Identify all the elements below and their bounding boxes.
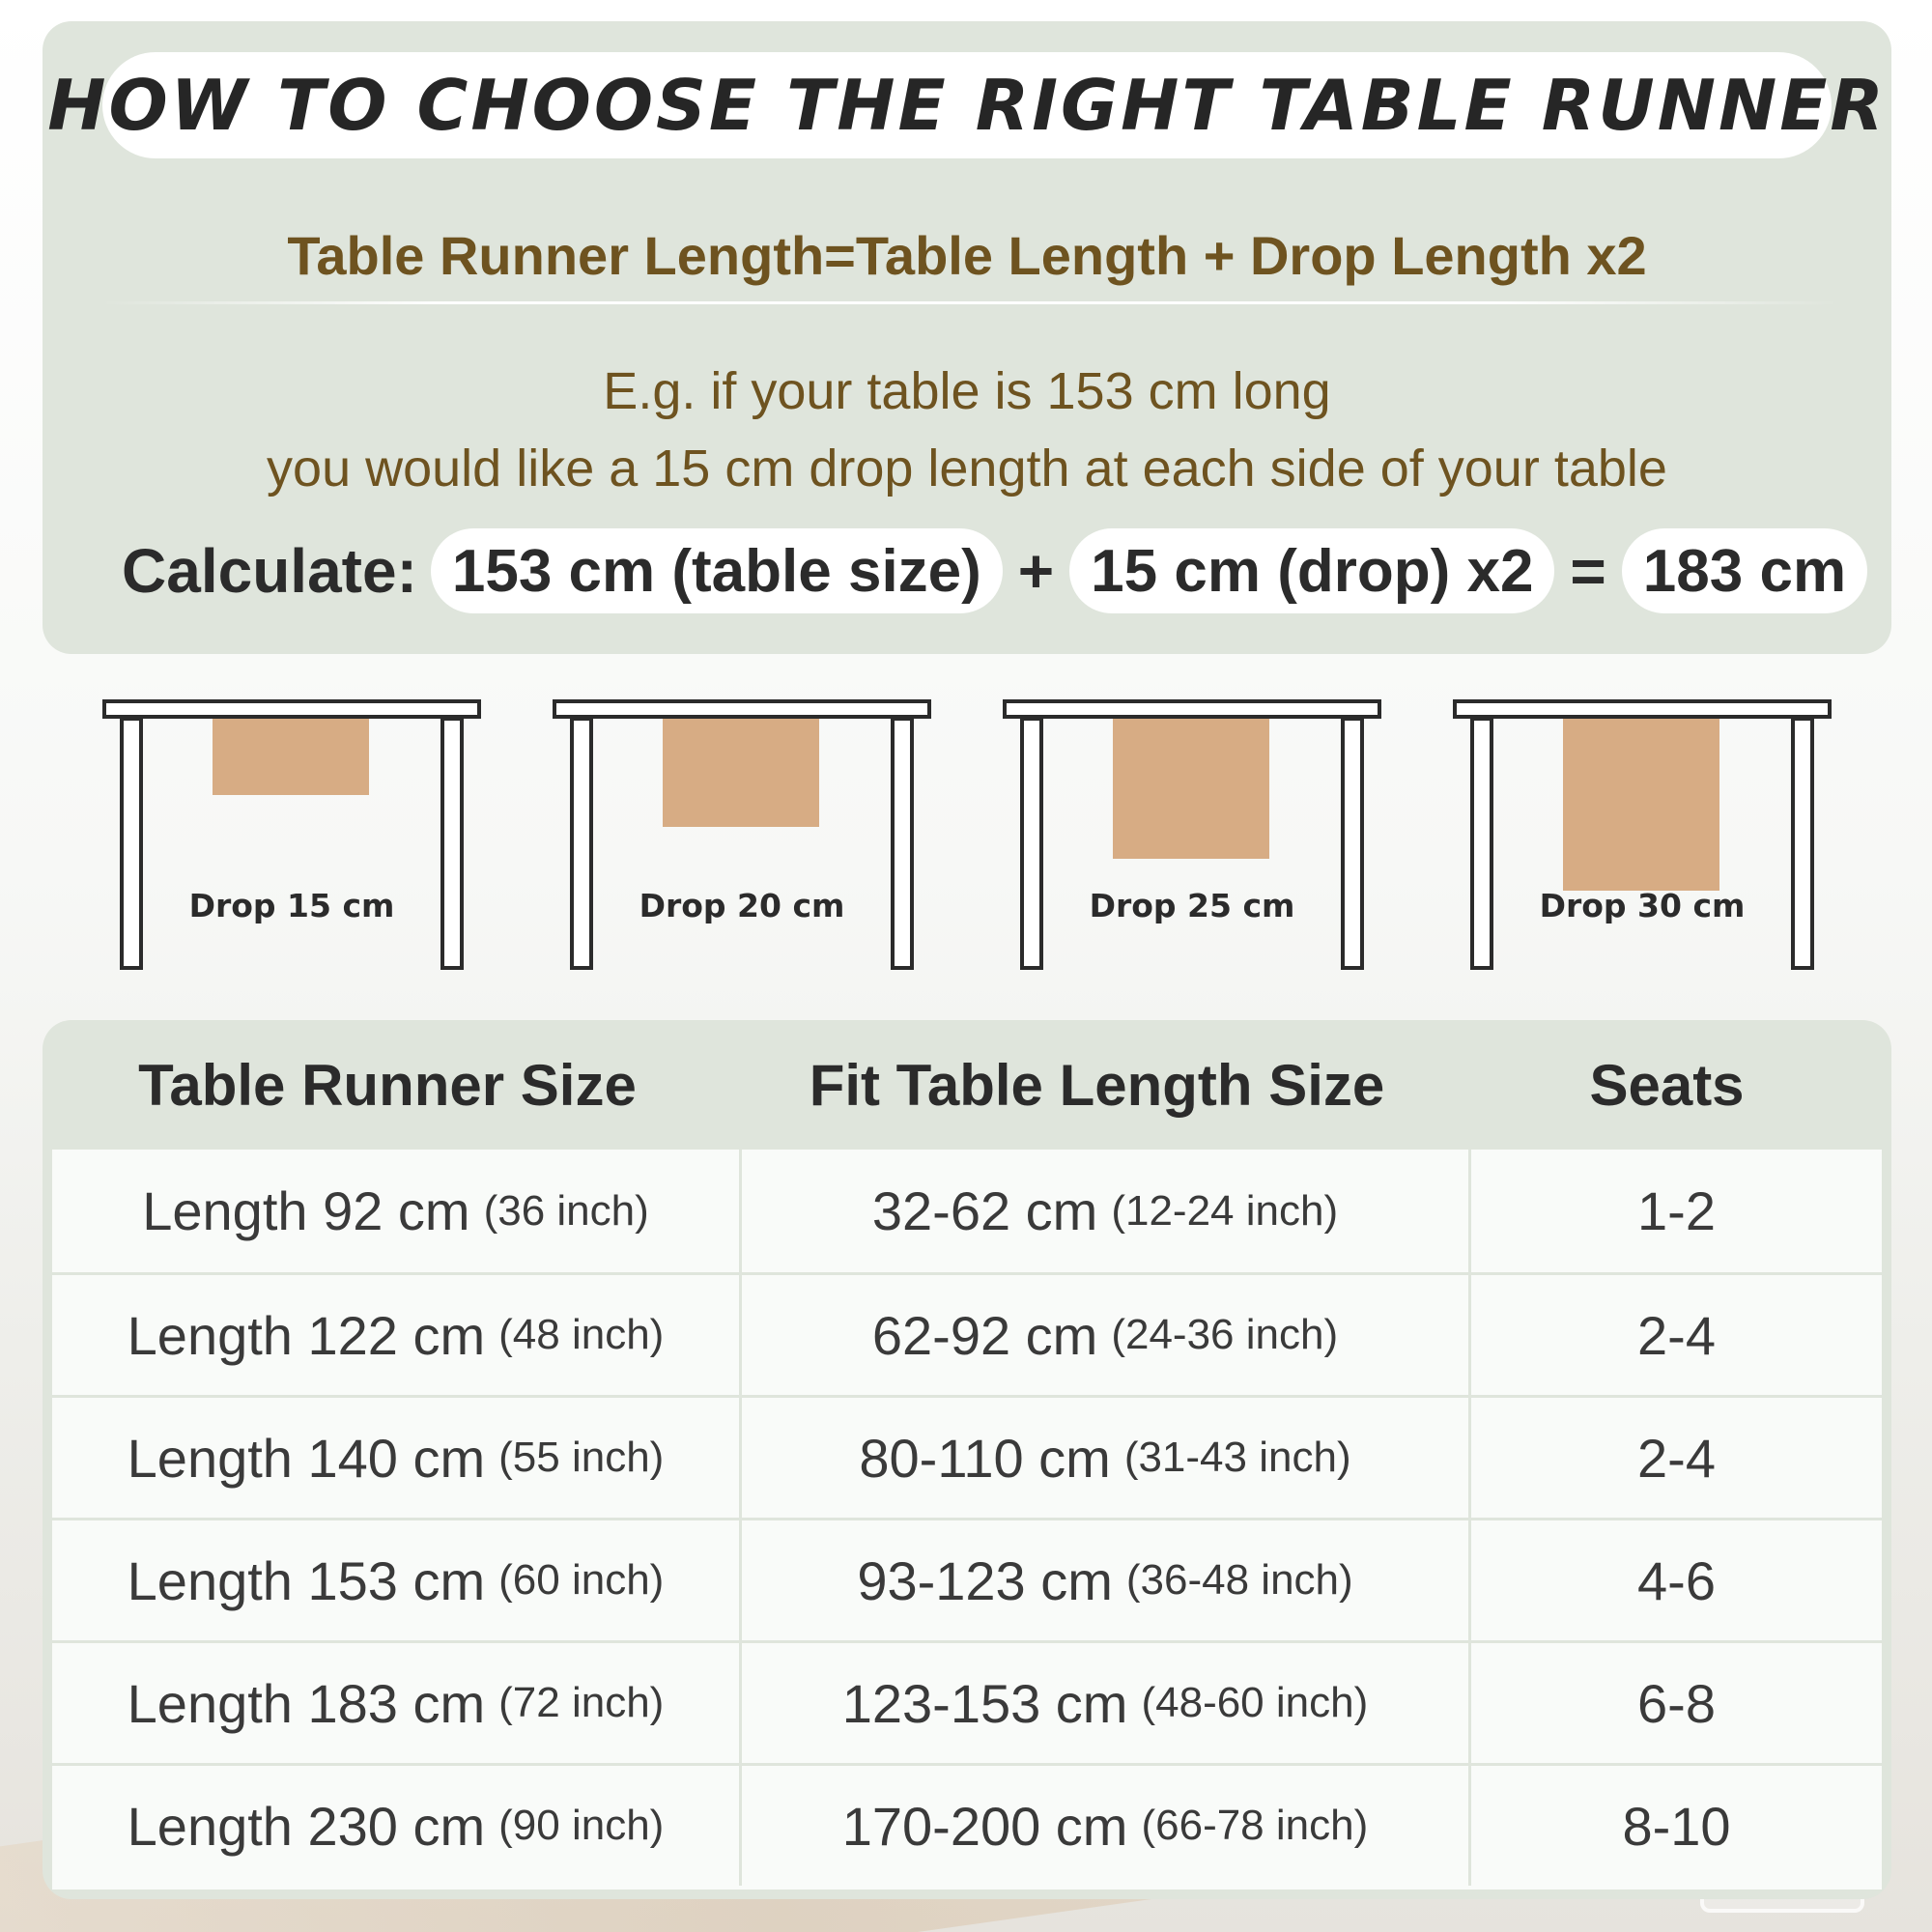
fit-length-inch: (66-78 inch) [1141,1802,1369,1849]
table-row [52,1518,1882,1640]
table-row [52,1395,1882,1518]
runner-length: Length 140 cm [127,1427,486,1489]
table-leg [440,717,464,970]
drop-diagrams [0,694,1932,983]
table-top [1453,699,1832,719]
fit-length-inch: (31-43 inch) [1123,1434,1351,1481]
fit-length: 170-200 cm [841,1795,1128,1857]
drop-diagram-15 [102,694,481,974]
table-header [43,1020,1891,1150]
table-top [102,699,481,719]
runner-length-inch: (72 inch) [498,1679,665,1726]
runner-size-cell [52,1520,742,1640]
runner-size-cell [52,1766,742,1886]
fit-length: 93-123 cm [857,1549,1113,1611]
example-line-1: E.g. if your table is 153 cm long [603,362,1331,420]
runner-length-inch: (36 inch) [483,1186,649,1235]
result-term: 183 cm [1622,528,1867,613]
runner-size-cell [52,1643,742,1763]
fit-length-cell [742,1766,1471,1886]
fit-length-inch: (24-36 inch) [1111,1311,1339,1358]
runner-size-cell [52,1150,742,1272]
fit-length: 32-62 cm [871,1180,1098,1241]
seats-cell [1471,1398,1882,1518]
table-top [553,699,931,719]
drop-diagram-25 [1003,694,1381,974]
seats-value: 1-2 [1637,1180,1716,1241]
table-body [52,1150,1882,1889]
runner-length: Length 153 cm [127,1549,486,1611]
drop-term: 15 cm (drop) x2 [1069,528,1554,613]
header-runner-size: Table Runner Size [138,1052,637,1118]
fit-length-cell [742,1150,1471,1272]
seats-cell [1471,1275,1882,1395]
header-seats: Seats [1589,1052,1745,1118]
divider [100,301,1839,304]
runner-size-cell [52,1275,742,1395]
drop-diagram-20 [553,694,931,974]
seats-value: 8-10 [1622,1795,1731,1857]
table-row [52,1640,1882,1763]
table-leg [1470,717,1493,970]
table-leg [1791,717,1814,970]
seats-value: 4-6 [1637,1549,1716,1611]
fit-length-cell [742,1643,1471,1763]
drop-diagram-30 [1453,694,1832,974]
example-line-2: you would like a 15 cm drop length at each side of your table [267,440,1667,497]
runner-length-inch: (60 inch) [498,1556,665,1604]
runner-length: Length 183 cm [127,1672,486,1734]
fit-length-inch: (12-24 inch) [1111,1186,1339,1235]
size-table [43,1020,1891,1899]
fit-length-cell [742,1520,1471,1640]
seats-value: 2-4 [1637,1427,1716,1489]
seats-cell [1471,1150,1882,1272]
table-top [1003,699,1381,719]
runner-length-inch: (90 inch) [498,1802,665,1849]
fit-length: 62-92 cm [871,1304,1098,1366]
instruction-panel [43,21,1891,654]
calculation-row [122,528,1867,613]
plus-operator: + [1017,536,1055,606]
table-row [52,1272,1882,1395]
length-formula: Table Runner Length=Table Length + Drop Length x2 [287,225,1647,286]
seats-value: 2-4 [1637,1304,1716,1366]
runner-length-inch: (48 inch) [498,1311,665,1358]
runner-length: Length 92 cm [142,1180,470,1241]
runner-drop [1113,699,1269,859]
table-leg [570,717,593,970]
table-row [52,1763,1882,1886]
fit-length-inch: (48-60 inch) [1141,1679,1369,1726]
fit-length: 80-110 cm [859,1427,1111,1489]
table-leg [891,717,914,970]
fit-length: 123-153 cm [841,1672,1128,1734]
fit-length-cell [742,1398,1471,1518]
title-banner [47,52,1887,158]
drop-label: Drop 30 cm [1539,887,1746,924]
runner-length: Length 230 cm [127,1795,486,1857]
table-leg [1341,717,1364,970]
table-row [52,1150,1882,1272]
table-leg [1020,717,1043,970]
seats-cell [1471,1643,1882,1763]
runner-drop [1563,699,1719,891]
drop-label: Drop 20 cm [639,887,845,924]
page-title: HOW TO CHOOSE THE RIGHT TABLE RUNNER [47,65,1887,146]
seats-value: 6-8 [1637,1672,1716,1734]
calculate-label: Calculate: [122,536,417,606]
runner-length: Length 122 cm [127,1304,486,1366]
table-leg [120,717,143,970]
runner-length-inch: (55 inch) [498,1434,665,1481]
table-size-term: 153 cm (table size) [431,528,1003,613]
fit-length-inch: (36-48 inch) [1125,1556,1353,1604]
drop-label: Drop 25 cm [1089,887,1295,924]
header-fit-length: Fit Table Length Size [809,1052,1385,1118]
drop-label: Drop 15 cm [188,887,395,924]
seats-cell [1471,1520,1882,1640]
runner-size-cell [52,1398,742,1518]
fit-length-cell [742,1275,1471,1395]
equals-operator: = [1570,536,1606,606]
seats-cell [1471,1766,1882,1886]
